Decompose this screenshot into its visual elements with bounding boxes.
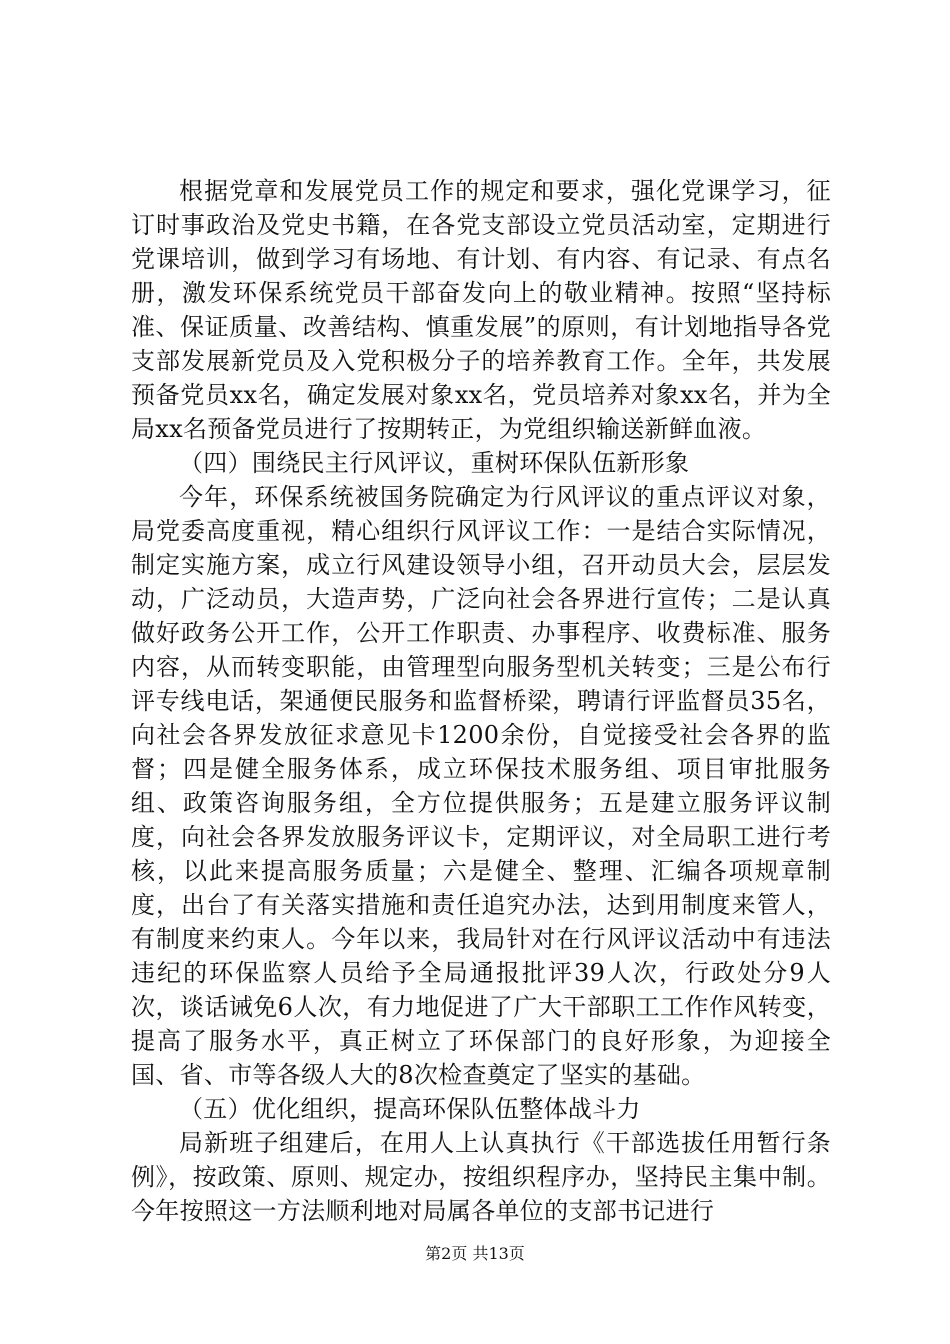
- document-body: [131, 174, 831, 1228]
- paragraph-party-development: 根据党章和发展党员工作的规定和要求，强化党课学习，征订时事政治及党史书籍，在各党支部设立党员活动室，定期进行党课培训，做到学习有场地、有计划、有内容、有记录、有点名册，激发环保系统党员干部奋发向上的敬业精神。按照“坚持标准、保证质量、改善结构、慎重发展”的原则，有计划地指导各党支部发展新党员及入党积极分子的培养教育工作。全年，共发展预备党员xx名，确定发展对象xx名，党员培养对象xx名，并为全局xx名预备党员进行了按期转正，为党组织输送新鲜血液。: [131, 177, 831, 443]
- section-heading-five: （五）优化组织，提高环保队伍整体战斗力: [179, 1095, 641, 1123]
- page-number-footer: 第2页 共13页: [425, 1244, 525, 1263]
- section-heading-four: （四）围绕民主行风评议，重树环保队伍新形象: [179, 449, 690, 477]
- paragraph-conduct-review: 今年，环保系统被国务院确定为行风评议的重点评议对象，局党委高度重视，精心组织行风评议工作：一是结合实际情况，制定实施方案，成立行风建设领导小组，召开动员大会，层层发动，广泛动员，大造声势，广泛向社会各界进行宣传；二是认真做好政务公开工作，公开工作职责、办事程序、收费标准、服务内容，从而转变职能，由管理型向服务型机关转变；三是公布行评专线电话，架通便民服务和监督桥梁，聘请行评监督员35名，向社会各界发放征求意见卡1200余份，自觉接受社会各界的监督；四是健全服务体系，成立环保技术服务组、项目审批服务组、政策咨询服务组，全方位提供服务；五是建立服务评议制度，向社会各界发放服务评议卡，定期评议，对全局职工进行考核，以此来提高服务质量；六是健全、整理、汇编各项规章制度，出台了有关落实措施和责任追究办法，达到用制度来管人，有制度来约束人。今年以来，我局针对在行风评议活动中有违法违纪的环保监察人员给予全局通报批评39人次，行政处分9人次，谈话诫免6人次，有力地促进了广大干部职工工作作风转变，提高了服务水平，真正树立了环保部门的良好形象，为迎接全国、省、市等各级人大的8次检查奠定了坚实的基础。: [131, 483, 831, 1089]
- paragraph-organization: 局新班子组建后，在用人上认真执行《干部选拔任用暂行条例》，按政策、原则、规定办，按组织程序办，坚持民主集中制。今年按照这一方法顺利地对局属各单位的支部书记进行: [131, 1129, 831, 1225]
